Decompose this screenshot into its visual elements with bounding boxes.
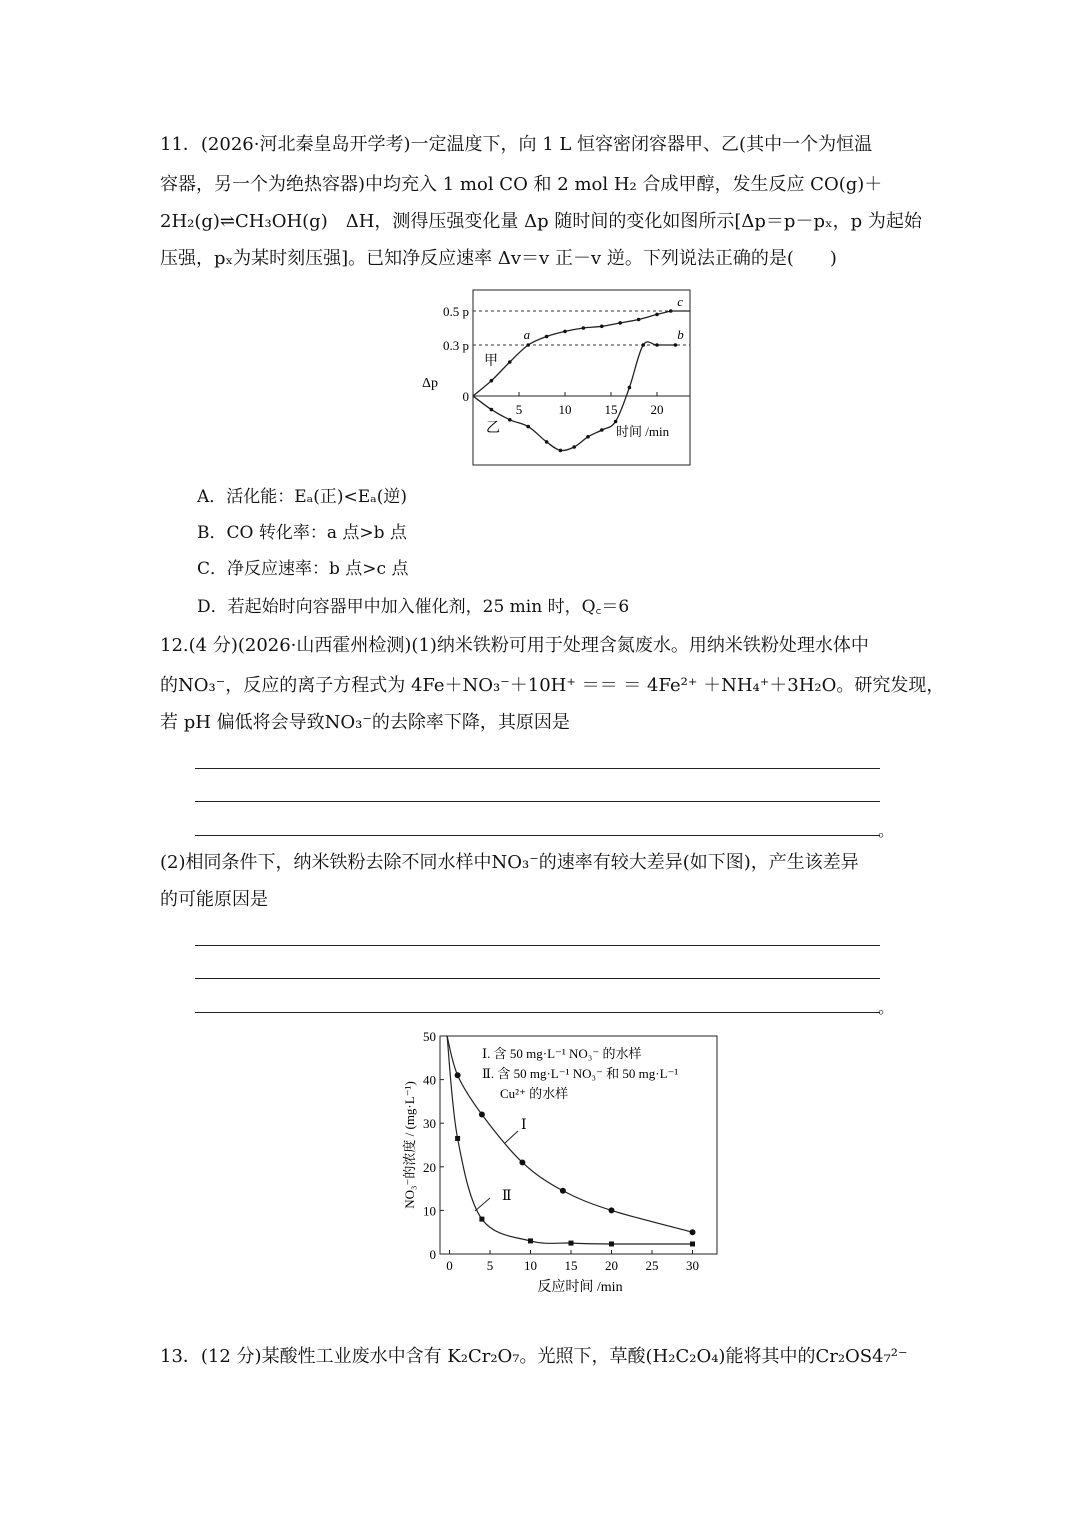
data-point (614, 420, 618, 424)
q11-option-c[interactable]: C．净反应速率：b 点>c 点 (197, 559, 409, 579)
data-point-II (569, 1241, 574, 1246)
answer-blank-5[interactable] (195, 978, 880, 979)
data-point (674, 343, 678, 347)
legend-entry: Ⅰ. 含 50 mg·L⁻¹ NO₃⁻ 的水样 (482, 1046, 642, 1061)
series-label: Ⅱ (502, 1189, 512, 1204)
data-point-I (455, 1072, 461, 1078)
period: 。 (878, 821, 895, 840)
data-point (600, 325, 604, 329)
data-point-I (519, 1159, 525, 1165)
q12-line-3: 若 pH 偏低将会导致NO₃⁻的去除率下降，其原因是 (160, 712, 570, 733)
x-tick-label: 25 (645, 1258, 659, 1273)
data-point (559, 449, 563, 453)
period: 。 (878, 998, 895, 1017)
q12-part2-line-2: 的可能原因是 (160, 889, 268, 910)
data-point-II (479, 1217, 484, 1222)
y-axis-label: Δp (422, 376, 439, 391)
y-tick-label: 10 (423, 1203, 436, 1219)
x-tick-label: 20 (605, 1258, 618, 1273)
answer-blank-6[interactable] (195, 1012, 880, 1013)
data-point (641, 343, 645, 347)
point-label-a: a (523, 327, 531, 342)
x-tick-label: 10 (524, 1258, 537, 1273)
q11-option-b[interactable]: B．CO 转化率：a 点>b 点 (197, 523, 407, 543)
data-point (628, 386, 632, 390)
data-point (618, 321, 622, 325)
answer-blank-3[interactable] (195, 835, 880, 836)
data-point-I (690, 1229, 696, 1235)
q11-line-1: 11．(2026·河北秦皇岛开学考)一定温度下，向 1 L 恒容密闭容器甲、乙(其中一个为恒温 (160, 134, 873, 155)
data-point-II (690, 1241, 695, 1246)
data-point (582, 326, 586, 330)
q11-line-4: 压强，pₓ为某时刻压强]。已知净反应速率 Δv＝v 正－v 逆。下列说法正确的是( ) (160, 248, 837, 269)
y-tick-label: 0 (462, 389, 469, 404)
legend-entry: Ⅱ. 含 50 mg·L⁻¹ NO₃⁻ 和 50 mg·L⁻¹ (482, 1066, 679, 1081)
data-point-II (455, 1136, 460, 1141)
data-point (563, 330, 567, 334)
x-tick-label: 15 (564, 1258, 578, 1273)
data-point (637, 318, 641, 322)
series-label: Ⅰ (521, 1118, 527, 1133)
data-point (545, 440, 549, 444)
data-point (526, 343, 530, 347)
series-label: 乙 (486, 421, 500, 436)
q12-line-2: 的NO₃⁻，反应的离子方程式为 4Fe＋NO₃⁻＋10H⁺ ＝＝ ＝ 4Fe²⁺ ＋NH₄⁺＋3H₂O。研究发现， (160, 675, 945, 696)
y-tick-label: 0.5 p (443, 304, 469, 319)
data-point-I (479, 1111, 485, 1117)
q11-option-a[interactable]: A．活化能：Eₐ(正)<Eₐ(逆) (197, 487, 407, 507)
answer-blank-1[interactable] (195, 768, 880, 769)
data-point (600, 428, 604, 432)
data-point (586, 435, 590, 439)
y-tick-label: 0 (429, 1247, 436, 1262)
data-point-I (560, 1188, 566, 1194)
y-tick-label: 30 (423, 1116, 436, 1132)
pressure-change-chart (420, 285, 700, 470)
x-axis-label: 时间 /min (616, 424, 670, 439)
data-point-I (609, 1207, 615, 1213)
y-axis-label: NO₃⁻的浓度 / (mg·L⁻¹) (402, 1081, 417, 1209)
data-point (490, 379, 494, 383)
x-tick-label: 10 (558, 402, 572, 417)
data-point (655, 313, 659, 317)
x-tick-label: 15 (604, 402, 618, 417)
data-point (655, 343, 659, 347)
point-label-b: b (677, 327, 684, 342)
y-tick-label: 20 (423, 1159, 436, 1175)
data-point-II (528, 1238, 533, 1243)
y-tick-label: 0.3 p (443, 338, 469, 353)
legend-entry: Cu²⁺ 的水样 (500, 1086, 569, 1101)
data-point (490, 408, 494, 412)
x-tick-label: 0 (446, 1258, 453, 1273)
q12-line-1: 12.(4 分)(2026·山西霍州检测)(1)纳米铁粉可用于处理含氮废水。用纳米铁粉处理水体中 (160, 635, 869, 656)
data-point-II (609, 1241, 614, 1246)
answer-blank-2[interactable] (195, 801, 880, 802)
q11-option-d[interactable]: D．若起始时向容器甲中加入催化剂，25 min 时，Q꜀＝6 (197, 597, 630, 617)
x-tick-label: 5 (515, 402, 523, 417)
x-tick-label: 20 (650, 402, 664, 417)
data-point (508, 418, 512, 422)
x-axis-label: 反应时间 /min (537, 1280, 623, 1295)
answer-blank-4[interactable] (195, 945, 880, 946)
point-label-c: c (677, 294, 684, 309)
leader-line (475, 1198, 490, 1211)
series-line-甲 (473, 311, 671, 396)
x-tick-label: 5 (486, 1258, 494, 1273)
leader-line (505, 1131, 518, 1143)
y-tick-label: 50 (423, 1029, 436, 1044)
q13-line-1: 13．(12 分)某酸性工业废水中含有 K₂Cr₂O₇。光照下，草酸(H₂C₂O₄)能将其中的Cr₂OS4₇²⁻ (160, 1346, 908, 1367)
series-label: 甲 (484, 354, 498, 369)
data-point (572, 445, 576, 449)
nitrate-concentration-chart (390, 1025, 730, 1300)
q11-line-3: 2H₂(g)⇌CH₃OH(g) ΔH，测得压强变化量 Δp 随时间的变化如图所示[Δp＝p－pₓ，p 为起始 (160, 211, 922, 232)
data-point (526, 425, 530, 429)
q12-part2-line-1: (2)相同条件下，纳米铁粉去除不同水样中NO₃⁻的速率有较大差异(如下图)，产生该差异 (160, 852, 859, 873)
y-tick-label: 40 (423, 1072, 436, 1088)
x-tick-label: 30 (686, 1258, 699, 1273)
q11-line-2: 容器，另一个为绝热容器)中均充入 1 mol CO 和 2 mol H₂ 合成甲醇，发生反应 CO(g)＋ (160, 174, 883, 195)
data-point (545, 335, 549, 339)
data-point (508, 360, 512, 364)
